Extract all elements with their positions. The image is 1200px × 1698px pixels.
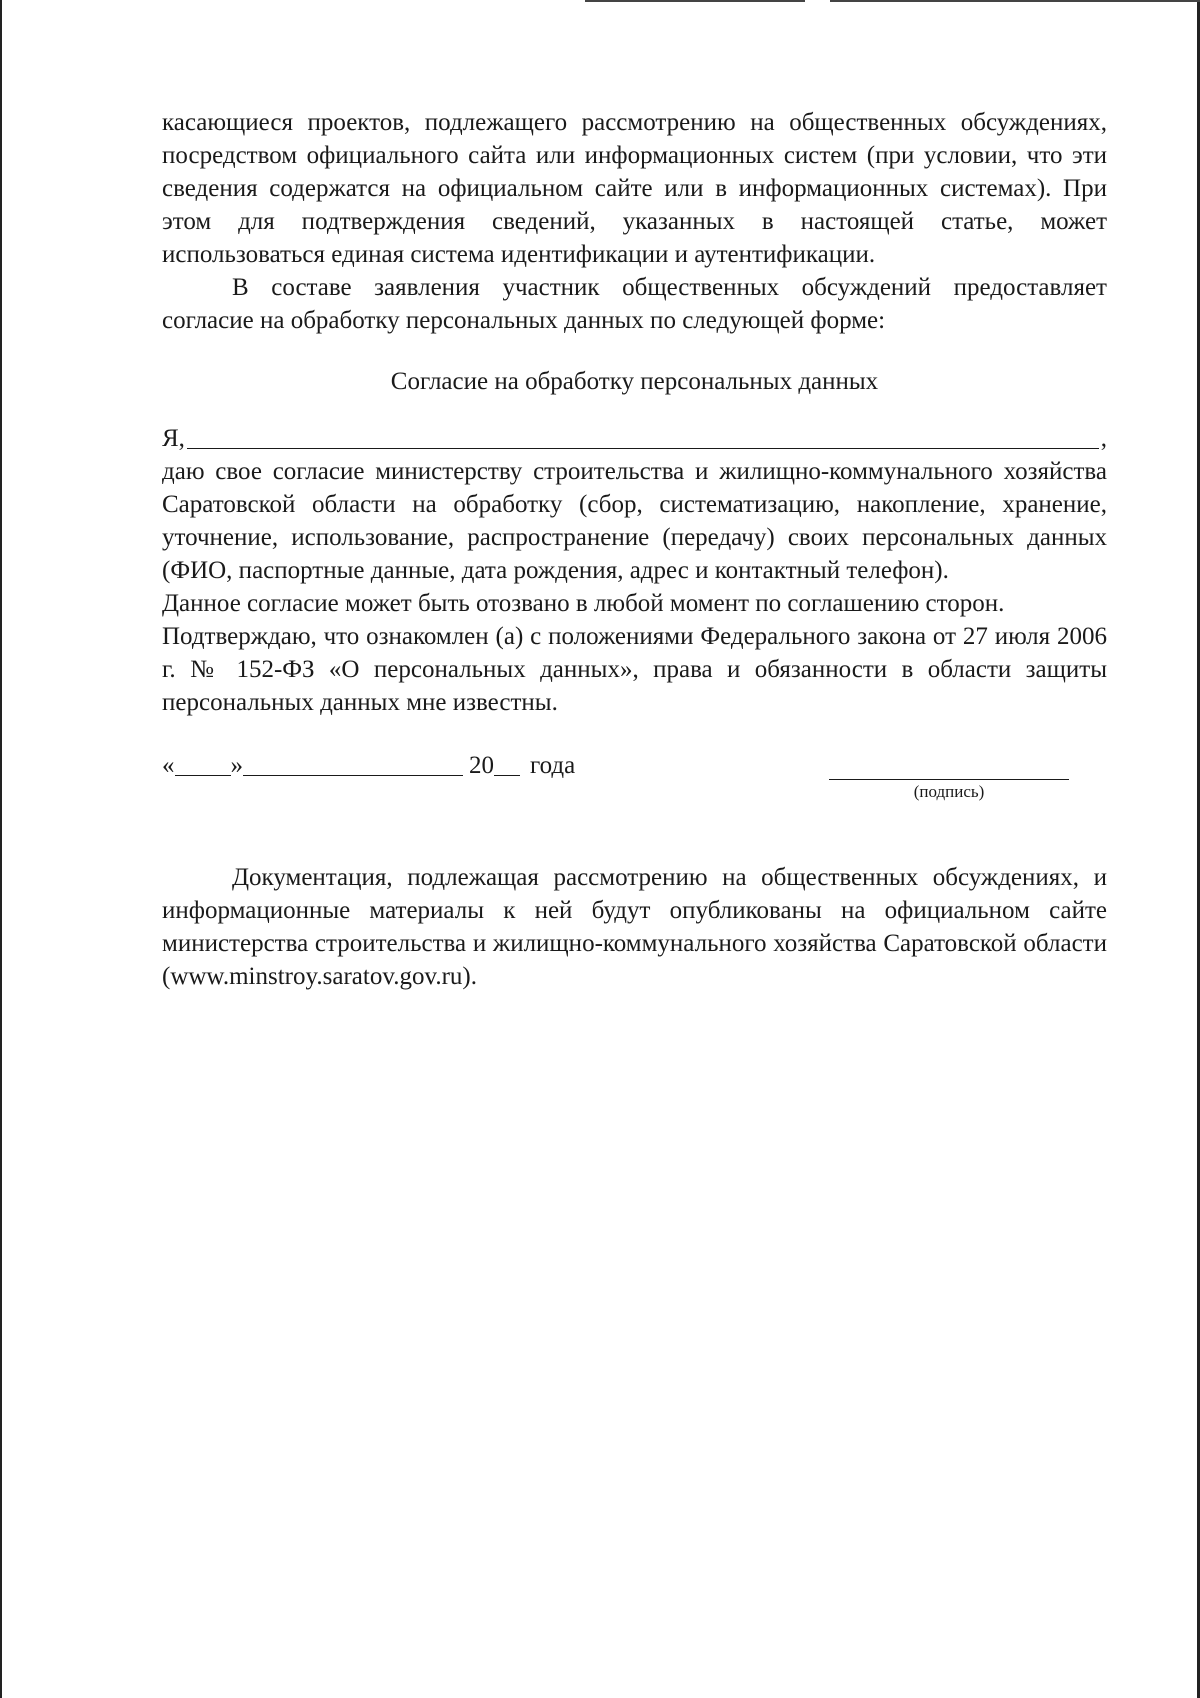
consent-body-paragraph: даю свое согласие министерству строительства и жилищно-коммунального хозяйства Саратовской области на обработку (сбор, систематизацию, накопление, хранение, уточнение, использование, распространение (передачу) своих персональных данных (ФИО, паспортные данные, дата рождения, адрес и контактный телефон). (162, 458, 1107, 584)
date-field (162, 749, 575, 782)
name-suffix: , (1100, 425, 1107, 452)
scan-left-edge (0, 0, 2, 1698)
scan-top-mark (585, 0, 805, 2)
name-line (162, 422, 1107, 455)
month-blank-field[interactable] (243, 751, 463, 776)
scan-top-mark (830, 0, 1200, 2)
withdrawal-paragraph: Данное согласие может быть отозвано в любой момент по соглашению сторон. (162, 590, 1005, 617)
final-paragraph: Документация, подлежащая рассмотрению на общественных обсуждениях, и информационные материалы к ней будут опубликованы на официальном сайте министерства строительства и жилищно-коммунального хозяйства Саратовской области (www.minstroy.saratov.gov.ru). (162, 864, 1107, 990)
document-body (162, 106, 1107, 993)
consent-form-title: Согласие на обработку персональных данных (390, 368, 879, 395)
signature-blank-field[interactable] (829, 749, 1069, 780)
signature-field (829, 749, 1069, 802)
signature-caption: (подпись) (913, 782, 985, 801)
year-blank-field[interactable] (494, 751, 520, 776)
name-prefix: Я, (162, 425, 185, 452)
year-word: года (530, 752, 576, 779)
intro-paragraph: касающиеся проектов, подлежащего рассмотрению на общественных обсуждениях, посредством официального сайта или информационных систем (при условии, что эти сведения содержатся на официальном сайте или в информационных системах). При этом для подтверждения сведений, указанных в настоящей статье, может использоваться единая система идентификации и аутентификации. (162, 109, 1107, 268)
date-open-quote: « (162, 752, 175, 779)
year-prefix: 20 (469, 752, 494, 779)
consent-intro-paragraph: В составе заявления участник общественных обсуждений предоставляет согласие на обработку персональных данных по следующей форме: (162, 274, 1107, 334)
day-blank-field[interactable] (175, 751, 231, 776)
acknowledgement-paragraph: Подтверждаю, что ознакомлен (а) с положениями Федерального закона от 27 июля 2006 г. № 152-ФЗ «О персональных данных», права и обязанности в области защиты персональных данных мне известны. (162, 623, 1107, 716)
date-signature-row (162, 749, 1107, 799)
date-close-quote: » (230, 752, 243, 779)
name-blank-field[interactable] (187, 424, 1099, 449)
